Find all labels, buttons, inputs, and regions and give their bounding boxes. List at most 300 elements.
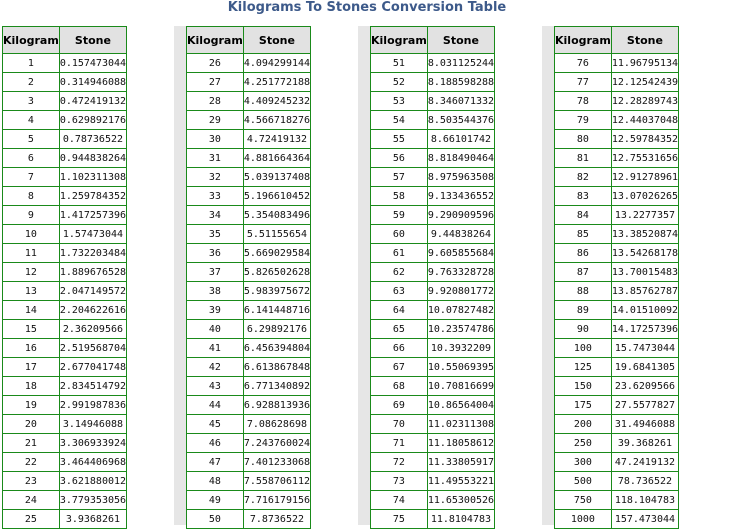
kilogram-cell: 69 bbox=[371, 396, 428, 415]
table-row bbox=[3, 92, 127, 111]
table-row bbox=[3, 396, 127, 415]
stone-cell: 13.70015483 bbox=[611, 263, 678, 282]
kilogram-cell: 56 bbox=[371, 149, 428, 168]
table-row bbox=[371, 320, 495, 339]
kilogram-cell: 75 bbox=[371, 510, 428, 529]
header-kilogram: Kilogram bbox=[555, 27, 612, 54]
stone-cell: 9.763328728 bbox=[427, 263, 494, 282]
stone-cell: 11.49553221 bbox=[427, 472, 494, 491]
table-row bbox=[555, 339, 679, 358]
kilogram-cell: 86 bbox=[555, 244, 612, 263]
table-row bbox=[187, 92, 311, 111]
kilogram-cell: 79 bbox=[555, 111, 612, 130]
kilogram-cell: 42 bbox=[187, 358, 244, 377]
kilogram-cell: 83 bbox=[555, 187, 612, 206]
kilogram-cell: 2 bbox=[3, 73, 60, 92]
kilogram-cell: 67 bbox=[371, 358, 428, 377]
table-row bbox=[555, 244, 679, 263]
stone-cell: 12.59784352 bbox=[611, 130, 678, 149]
table-row bbox=[371, 415, 495, 434]
table-row bbox=[187, 396, 311, 415]
table-row bbox=[3, 149, 127, 168]
kilogram-cell: 45 bbox=[187, 415, 244, 434]
kilogram-cell: 64 bbox=[371, 301, 428, 320]
column-separator bbox=[542, 26, 554, 525]
kilogram-cell: 81 bbox=[555, 149, 612, 168]
kilogram-cell: 35 bbox=[187, 225, 244, 244]
stone-cell: 7.401233068 bbox=[243, 453, 310, 472]
stone-cell: 2.677041748 bbox=[59, 358, 126, 377]
kilogram-cell: 38 bbox=[187, 282, 244, 301]
stone-cell: 13.38520874 bbox=[611, 225, 678, 244]
table-row bbox=[187, 244, 311, 263]
stone-cell: 14.17257396 bbox=[611, 320, 678, 339]
stone-cell: 6.456394804 bbox=[243, 339, 310, 358]
header-row bbox=[187, 27, 311, 54]
stone-cell: 7.558706112 bbox=[243, 472, 310, 491]
kilogram-cell: 8 bbox=[3, 187, 60, 206]
kilogram-cell: 61 bbox=[371, 244, 428, 263]
table-row bbox=[3, 510, 127, 529]
stone-cell: 12.12542439 bbox=[611, 73, 678, 92]
table-row bbox=[3, 434, 127, 453]
stone-cell: 0.629892176 bbox=[59, 111, 126, 130]
table-row bbox=[555, 301, 679, 320]
stone-cell: 9.133436552 bbox=[427, 187, 494, 206]
stone-cell: 0.314946088 bbox=[59, 73, 126, 92]
table-row bbox=[555, 358, 679, 377]
stone-cell: 157.473044 bbox=[611, 510, 678, 529]
stone-cell: 3.306933924 bbox=[59, 434, 126, 453]
stone-cell: 7.8736522 bbox=[243, 510, 310, 529]
table-row bbox=[555, 225, 679, 244]
kilogram-cell: 66 bbox=[371, 339, 428, 358]
table-row bbox=[371, 339, 495, 358]
stone-cell: 0.944838264 bbox=[59, 149, 126, 168]
table-row bbox=[187, 339, 311, 358]
table-row bbox=[555, 472, 679, 491]
table-row bbox=[555, 92, 679, 111]
stone-cell: 1.732203484 bbox=[59, 244, 126, 263]
header-row bbox=[555, 27, 679, 54]
table-row bbox=[555, 510, 679, 529]
kilogram-cell: 1 bbox=[3, 54, 60, 73]
table-row bbox=[371, 491, 495, 510]
kilogram-cell: 76 bbox=[555, 54, 612, 73]
kilogram-cell: 78 bbox=[555, 92, 612, 111]
kilogram-cell: 32 bbox=[187, 168, 244, 187]
kilogram-cell: 60 bbox=[371, 225, 428, 244]
column-separator bbox=[174, 26, 186, 525]
kilogram-cell: 12 bbox=[3, 263, 60, 282]
stone-cell: 8.031125244 bbox=[427, 54, 494, 73]
table-row bbox=[187, 510, 311, 529]
table-row bbox=[187, 168, 311, 187]
kilogram-cell: 175 bbox=[555, 396, 612, 415]
stone-cell: 2.204622616 bbox=[59, 301, 126, 320]
table-row bbox=[555, 130, 679, 149]
kilogram-cell: 90 bbox=[555, 320, 612, 339]
kilogram-cell: 25 bbox=[3, 510, 60, 529]
stone-cell: 5.354083496 bbox=[243, 206, 310, 225]
stone-cell: 4.409245232 bbox=[243, 92, 310, 111]
table-row bbox=[371, 187, 495, 206]
kilogram-cell: 250 bbox=[555, 434, 612, 453]
table-row bbox=[371, 244, 495, 263]
table-row bbox=[371, 206, 495, 225]
stone-cell: 23.6209566 bbox=[611, 377, 678, 396]
header-kilogram: Kilogram bbox=[371, 27, 428, 54]
table-row bbox=[3, 339, 127, 358]
table-row bbox=[3, 472, 127, 491]
kilogram-cell: 3 bbox=[3, 92, 60, 111]
stone-cell: 11.96795134 bbox=[611, 54, 678, 73]
kilogram-cell: 13 bbox=[3, 282, 60, 301]
stone-cell: 10.55069395 bbox=[427, 358, 494, 377]
table-row bbox=[555, 187, 679, 206]
table-row bbox=[371, 358, 495, 377]
table-row bbox=[371, 54, 495, 73]
stone-cell: 2.991987836 bbox=[59, 396, 126, 415]
table-row bbox=[187, 206, 311, 225]
kilogram-cell: 80 bbox=[555, 130, 612, 149]
kilogram-cell: 53 bbox=[371, 92, 428, 111]
header-kilogram: Kilogram bbox=[3, 27, 60, 54]
stone-cell: 5.826502628 bbox=[243, 263, 310, 282]
table-row bbox=[187, 149, 311, 168]
stone-cell: 13.54268178 bbox=[611, 244, 678, 263]
conversion-table-4 bbox=[554, 26, 679, 529]
stone-cell: 1.259784352 bbox=[59, 187, 126, 206]
table-row bbox=[187, 73, 311, 92]
stone-cell: 3.779353056 bbox=[59, 491, 126, 510]
table-row bbox=[187, 377, 311, 396]
kilogram-cell: 50 bbox=[187, 510, 244, 529]
stone-cell: 47.2419132 bbox=[611, 453, 678, 472]
stone-cell: 2.36209566 bbox=[59, 320, 126, 339]
table-row bbox=[187, 301, 311, 320]
stone-cell: 3.9368261 bbox=[59, 510, 126, 529]
kilogram-cell: 57 bbox=[371, 168, 428, 187]
kilogram-cell: 150 bbox=[555, 377, 612, 396]
kilogram-cell: 58 bbox=[371, 187, 428, 206]
table-row bbox=[555, 54, 679, 73]
kilogram-cell: 40 bbox=[187, 320, 244, 339]
table-row bbox=[371, 396, 495, 415]
stone-cell: 7.08628698 bbox=[243, 415, 310, 434]
table-row bbox=[3, 244, 127, 263]
table-row bbox=[555, 282, 679, 301]
kilogram-cell: 27 bbox=[187, 73, 244, 92]
kilogram-cell: 15 bbox=[3, 320, 60, 339]
stone-cell: 8.818490464 bbox=[427, 149, 494, 168]
stone-cell: 11.65300526 bbox=[427, 491, 494, 510]
table-row bbox=[3, 130, 127, 149]
table-row bbox=[555, 396, 679, 415]
stone-cell: 6.141448716 bbox=[243, 301, 310, 320]
table-row bbox=[555, 263, 679, 282]
table-row bbox=[187, 453, 311, 472]
kilogram-cell: 21 bbox=[3, 434, 60, 453]
kilogram-cell: 20 bbox=[3, 415, 60, 434]
table-row bbox=[3, 377, 127, 396]
stone-cell: 6.613867848 bbox=[243, 358, 310, 377]
kilogram-cell: 37 bbox=[187, 263, 244, 282]
stone-cell: 1.889676528 bbox=[59, 263, 126, 282]
kilogram-cell: 22 bbox=[3, 453, 60, 472]
stone-cell: 5.669029584 bbox=[243, 244, 310, 263]
stone-cell: 5.51155654 bbox=[243, 225, 310, 244]
kilogram-cell: 10 bbox=[3, 225, 60, 244]
column-separator bbox=[358, 26, 370, 525]
kilogram-cell: 48 bbox=[187, 472, 244, 491]
kilogram-cell: 65 bbox=[371, 320, 428, 339]
stone-cell: 6.29892176 bbox=[243, 320, 310, 339]
kilogram-cell: 59 bbox=[371, 206, 428, 225]
kilogram-cell: 6 bbox=[3, 149, 60, 168]
kilogram-cell: 33 bbox=[187, 187, 244, 206]
table-row bbox=[187, 358, 311, 377]
stone-cell: 4.094299144 bbox=[243, 54, 310, 73]
table-row bbox=[371, 263, 495, 282]
table-row bbox=[3, 320, 127, 339]
kilogram-cell: 88 bbox=[555, 282, 612, 301]
stone-cell: 13.85762787 bbox=[611, 282, 678, 301]
stone-cell: 0.78736522 bbox=[59, 130, 126, 149]
header-row bbox=[371, 27, 495, 54]
stone-cell: 78.736522 bbox=[611, 472, 678, 491]
kilogram-cell: 84 bbox=[555, 206, 612, 225]
table-row bbox=[371, 73, 495, 92]
kilogram-cell: 43 bbox=[187, 377, 244, 396]
kilogram-cell: 70 bbox=[371, 415, 428, 434]
stone-cell: 5.983975672 bbox=[243, 282, 310, 301]
kilogram-cell: 77 bbox=[555, 73, 612, 92]
stone-cell: 2.519568704 bbox=[59, 339, 126, 358]
kilogram-cell: 28 bbox=[187, 92, 244, 111]
stone-cell: 12.28289743 bbox=[611, 92, 678, 111]
kilogram-cell: 14 bbox=[3, 301, 60, 320]
table-row bbox=[3, 168, 127, 187]
table-row bbox=[371, 92, 495, 111]
stone-cell: 8.503544376 bbox=[427, 111, 494, 130]
table-row bbox=[555, 168, 679, 187]
kilogram-cell: 63 bbox=[371, 282, 428, 301]
kilogram-cell: 30 bbox=[187, 130, 244, 149]
stone-cell: 7.716179156 bbox=[243, 491, 310, 510]
table-row bbox=[187, 263, 311, 282]
stone-cell: 6.771340892 bbox=[243, 377, 310, 396]
stone-cell: 9.44838264 bbox=[427, 225, 494, 244]
table-row bbox=[187, 472, 311, 491]
stone-cell: 4.72419132 bbox=[243, 130, 310, 149]
stone-cell: 4.881664364 bbox=[243, 149, 310, 168]
table-row bbox=[187, 491, 311, 510]
kilogram-cell: 55 bbox=[371, 130, 428, 149]
stone-cell: 13.2277357 bbox=[611, 206, 678, 225]
stone-cell: 12.44037048 bbox=[611, 111, 678, 130]
page-title: Kilograms To Stones Conversion Table bbox=[227, 0, 507, 15]
conversion-table-3 bbox=[370, 26, 495, 529]
kilogram-cell: 9 bbox=[3, 206, 60, 225]
table-row bbox=[371, 225, 495, 244]
stone-cell: 0.472419132 bbox=[59, 92, 126, 111]
kilogram-cell: 85 bbox=[555, 225, 612, 244]
kilogram-cell: 31 bbox=[187, 149, 244, 168]
table-row bbox=[3, 225, 127, 244]
kilogram-cell: 54 bbox=[371, 111, 428, 130]
stone-cell: 10.3932209 bbox=[427, 339, 494, 358]
table-row bbox=[371, 301, 495, 320]
kilogram-cell: 89 bbox=[555, 301, 612, 320]
header-stone: Stone bbox=[427, 27, 494, 54]
stone-cell: 8.975963508 bbox=[427, 168, 494, 187]
table-row bbox=[555, 111, 679, 130]
stone-cell: 8.188598288 bbox=[427, 73, 494, 92]
table-row bbox=[555, 149, 679, 168]
kilogram-cell: 19 bbox=[3, 396, 60, 415]
stone-cell: 118.104783 bbox=[611, 491, 678, 510]
kilogram-cell: 41 bbox=[187, 339, 244, 358]
table-row bbox=[187, 415, 311, 434]
table-row bbox=[3, 111, 127, 130]
kilogram-cell: 74 bbox=[371, 491, 428, 510]
stone-cell: 2.047149572 bbox=[59, 282, 126, 301]
kilogram-cell: 24 bbox=[3, 491, 60, 510]
kilogram-cell: 1000 bbox=[555, 510, 612, 529]
stone-cell: 9.605855684 bbox=[427, 244, 494, 263]
table-row bbox=[371, 377, 495, 396]
table-row bbox=[555, 491, 679, 510]
table-row bbox=[3, 491, 127, 510]
table-row bbox=[3, 453, 127, 472]
kilogram-cell: 82 bbox=[555, 168, 612, 187]
table-row bbox=[3, 415, 127, 434]
header-stone: Stone bbox=[59, 27, 126, 54]
stone-cell: 27.5577827 bbox=[611, 396, 678, 415]
table-row bbox=[187, 187, 311, 206]
kilogram-cell: 87 bbox=[555, 263, 612, 282]
conversion-table-2 bbox=[186, 26, 311, 529]
kilogram-cell: 16 bbox=[3, 339, 60, 358]
stone-cell: 7.243760024 bbox=[243, 434, 310, 453]
stone-cell: 4.251772188 bbox=[243, 73, 310, 92]
stone-cell: 10.70816699 bbox=[427, 377, 494, 396]
table-row bbox=[3, 54, 127, 73]
kilogram-cell: 18 bbox=[3, 377, 60, 396]
table-row bbox=[3, 301, 127, 320]
table-row bbox=[555, 320, 679, 339]
stone-cell: 9.920801772 bbox=[427, 282, 494, 301]
stone-cell: 11.02311308 bbox=[427, 415, 494, 434]
conversion-table-1 bbox=[2, 26, 127, 529]
stone-cell: 8.66101742 bbox=[427, 130, 494, 149]
stone-cell: 10.07827482 bbox=[427, 301, 494, 320]
table-row bbox=[371, 149, 495, 168]
stone-cell: 1.102311308 bbox=[59, 168, 126, 187]
table-row bbox=[371, 282, 495, 301]
kilogram-cell: 62 bbox=[371, 263, 428, 282]
table-row bbox=[187, 225, 311, 244]
kilogram-cell: 71 bbox=[371, 434, 428, 453]
stone-cell: 11.18058612 bbox=[427, 434, 494, 453]
table-row bbox=[3, 187, 127, 206]
table-row bbox=[371, 130, 495, 149]
header-row bbox=[3, 27, 127, 54]
stone-cell: 1.417257396 bbox=[59, 206, 126, 225]
table-row bbox=[555, 434, 679, 453]
stone-cell: 12.91278961 bbox=[611, 168, 678, 187]
stone-cell: 12.75531656 bbox=[611, 149, 678, 168]
stone-cell: 3.621880012 bbox=[59, 472, 126, 491]
kilogram-cell: 29 bbox=[187, 111, 244, 130]
stone-cell: 39.368261 bbox=[611, 434, 678, 453]
stone-cell: 15.7473044 bbox=[611, 339, 678, 358]
kilogram-cell: 44 bbox=[187, 396, 244, 415]
table-row bbox=[3, 358, 127, 377]
stone-cell: 1.57473044 bbox=[59, 225, 126, 244]
table-row bbox=[187, 111, 311, 130]
kilogram-cell: 500 bbox=[555, 472, 612, 491]
table-row bbox=[371, 453, 495, 472]
table-row bbox=[187, 54, 311, 73]
table-row bbox=[187, 434, 311, 453]
stone-cell: 14.01510092 bbox=[611, 301, 678, 320]
header-kilogram: Kilogram bbox=[187, 27, 244, 54]
table-row bbox=[371, 168, 495, 187]
kilogram-cell: 300 bbox=[555, 453, 612, 472]
stone-cell: 5.039137408 bbox=[243, 168, 310, 187]
kilogram-cell: 26 bbox=[187, 54, 244, 73]
kilogram-cell: 7 bbox=[3, 168, 60, 187]
kilogram-cell: 68 bbox=[371, 377, 428, 396]
stone-cell: 3.464406968 bbox=[59, 453, 126, 472]
stone-cell: 3.14946088 bbox=[59, 415, 126, 434]
kilogram-cell: 100 bbox=[555, 339, 612, 358]
kilogram-cell: 200 bbox=[555, 415, 612, 434]
stone-cell: 9.290909596 bbox=[427, 206, 494, 225]
table-row bbox=[555, 453, 679, 472]
kilogram-cell: 36 bbox=[187, 244, 244, 263]
table-row bbox=[187, 282, 311, 301]
stone-cell: 13.07026265 bbox=[611, 187, 678, 206]
table-row bbox=[187, 130, 311, 149]
kilogram-cell: 125 bbox=[555, 358, 612, 377]
table-row bbox=[3, 73, 127, 92]
table-row bbox=[555, 377, 679, 396]
table-row bbox=[371, 472, 495, 491]
table-row bbox=[371, 510, 495, 529]
table-row bbox=[555, 415, 679, 434]
table-row bbox=[187, 320, 311, 339]
kilogram-cell: 46 bbox=[187, 434, 244, 453]
table-row bbox=[3, 282, 127, 301]
stone-cell: 0.157473044 bbox=[59, 54, 126, 73]
stone-cell: 10.23574786 bbox=[427, 320, 494, 339]
table-row bbox=[3, 263, 127, 282]
header-stone: Stone bbox=[611, 27, 678, 54]
table-row bbox=[371, 111, 495, 130]
kilogram-cell: 23 bbox=[3, 472, 60, 491]
stone-cell: 2.834514792 bbox=[59, 377, 126, 396]
kilogram-cell: 17 bbox=[3, 358, 60, 377]
stone-cell: 5.196610452 bbox=[243, 187, 310, 206]
stone-cell: 19.6841305 bbox=[611, 358, 678, 377]
kilogram-cell: 5 bbox=[3, 130, 60, 149]
stone-cell: 31.4946088 bbox=[611, 415, 678, 434]
table-row bbox=[555, 73, 679, 92]
kilogram-cell: 49 bbox=[187, 491, 244, 510]
